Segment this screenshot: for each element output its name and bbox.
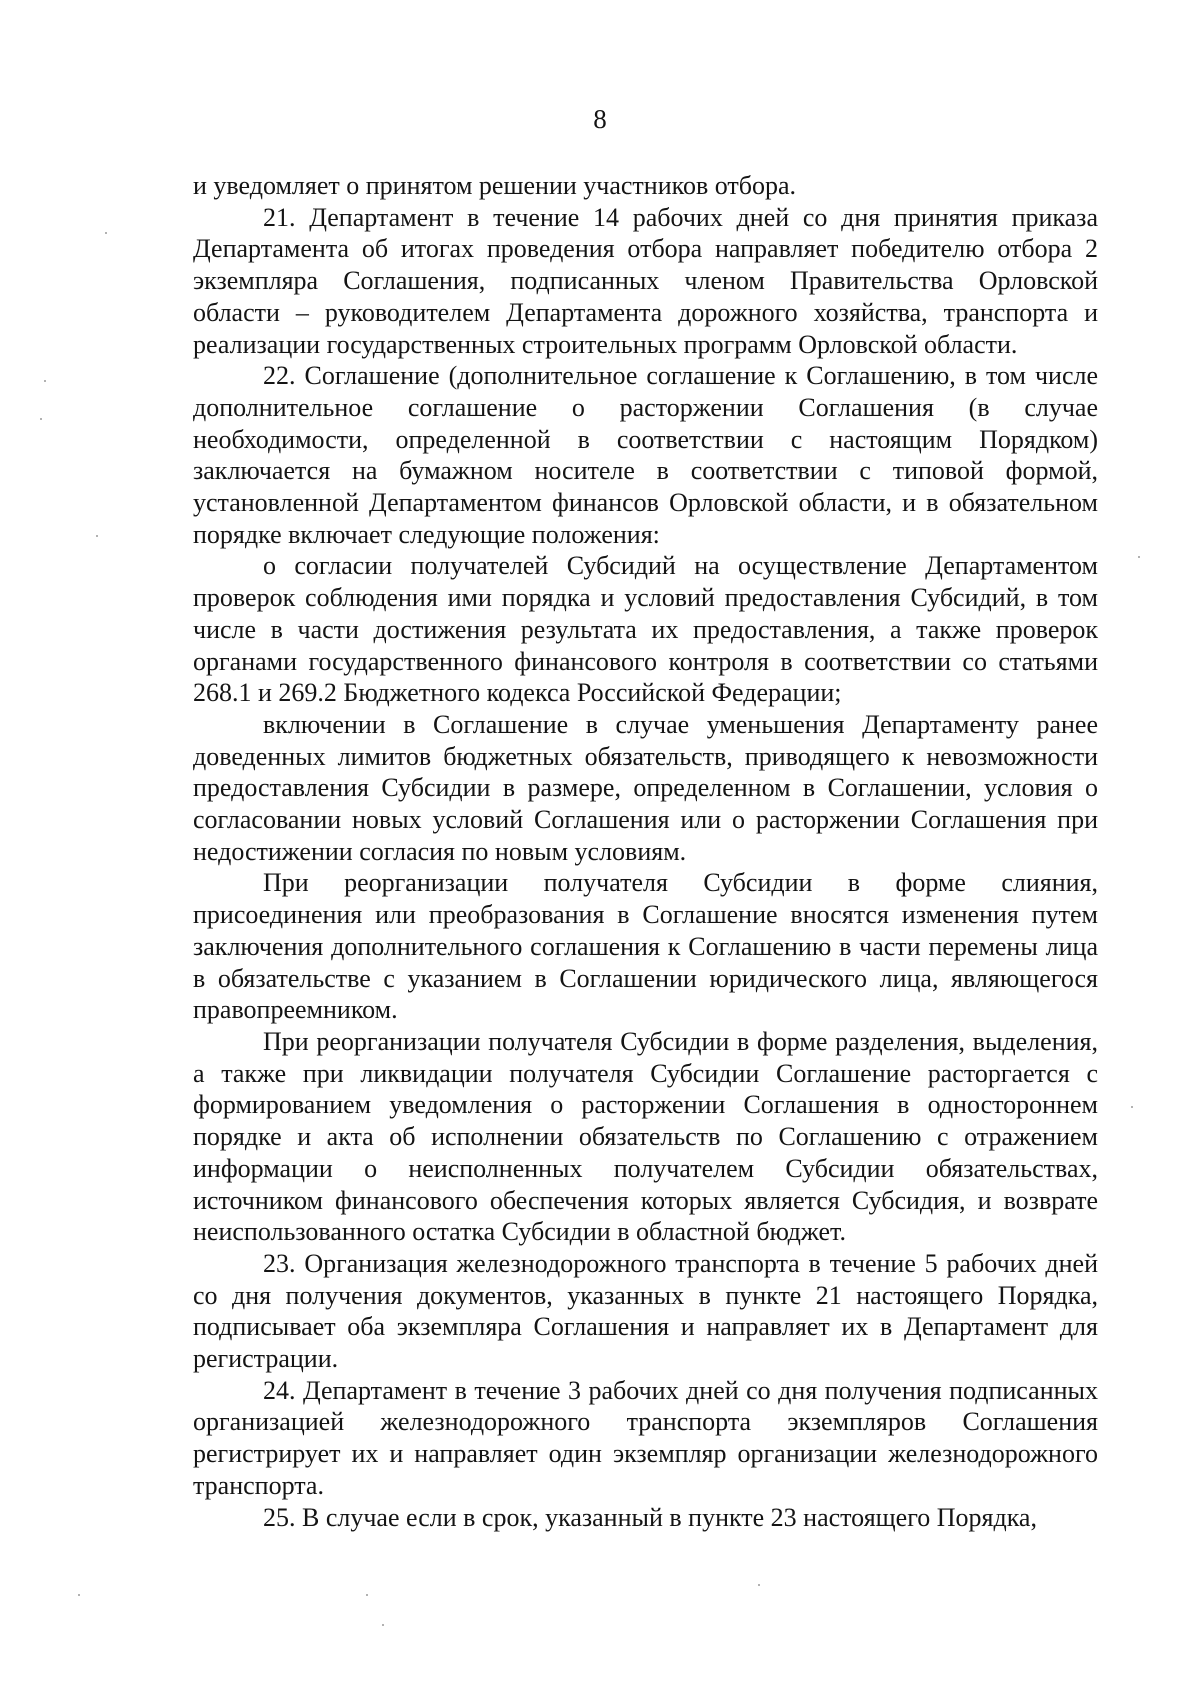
paragraph-reorganization-merger: При реорганизации получателя Субсидии в форме слияния, присоединения или преобразования в Соглашение вносятся изменения путем заключения дополнительного соглашения к Соглашению в части перемены лица в обязательстве с указанием в Соглашении юридического лица, являющегося правопреемником. bbox=[193, 868, 1098, 1025]
scan-speck bbox=[758, 1584, 760, 1586]
scan-speck bbox=[1138, 556, 1140, 558]
scan-speck bbox=[105, 232, 107, 234]
paragraph-clause-21: 21. Департамент в течение 14 рабочих дней со дня принятия приказа Департамента об итогах проведения отбора направляет победителю отбора 2 экземпляра Соглашения, подписанных членом Правительства Орловской области – руководителем Департамента дорожного хозяйства, транспорта и реализации государственных строительных программ Орловской области. bbox=[193, 202, 1098, 359]
scan-speck bbox=[40, 418, 42, 420]
paragraph-continuation: и уведомляет о принятом решении участников отбора. bbox=[193, 171, 797, 200]
paragraph-reorganization-division: При реорганизации получателя Субсидии в форме разделения, выделения, а также при ликвидации получателя Субсидии Соглашение расторгается с формированием уведомления о расторжении Соглашения в одностороннем порядке и акта об исполнении обязательств по Соглашению с отражением информации о неисполненных получателем Субсидии обязательствах, источником финансового обеспечения которых является Субсидия, и возврате неиспользованного остатка Субсидии в областной бюджет. bbox=[193, 1026, 1098, 1247]
scan-speck bbox=[78, 1594, 80, 1596]
scan-speck bbox=[44, 380, 46, 382]
document-body bbox=[193, 170, 1098, 1533]
scan-speck bbox=[1131, 1106, 1133, 1108]
paragraph-limits-provision: включении в Соглашение в случае уменьшения Департаменту ранее доведенных лимитов бюджетных обязательств, приводящего к невозможности предоставления Субсидии в размере, определенном в Соглашении, условия о согласовании новых условий Соглашения или о расторжении Соглашения при недостижении согласия по новым условиям. bbox=[193, 709, 1098, 866]
paragraph-consent-provision: о согласии получателей Субсидий на осуществление Департаментом проверок соблюдения ими порядка и условий предоставления Субсидий, в том числе в части достижения результата их предоставления, а также проверок органами государственного финансового контроля в соответствии со статьями 268.1 и 269.2 Бюджетного кодекса Российской Федерации; bbox=[193, 551, 1098, 708]
paragraph-clause-24: 24. Департамент в течение 3 рабочих дней со дня получения подписанных организацией железнодорожного транспорта экземпляров Соглашения регистрирует их и направляет один экземпляр организации железнодорожного транспорта. bbox=[193, 1375, 1098, 1500]
scan-speck bbox=[366, 1594, 368, 1596]
paragraph-clause-22: 22. Соглашение (дополнительное соглашение к Соглашению, в том числе дополнительное соглашение о расторжении Соглашения (в случае необходимости, определенной в соответствии с настоящим Порядком) заключается на бумажном носителе в соответствии с типовой формой, установленной Департаментом финансов Орловской области, и в обязательном порядке включает следующие положения: bbox=[193, 361, 1098, 549]
page-number: 8 bbox=[593, 104, 607, 134]
paragraph-clause-25: 25. В случае если в срок, указанный в пункте 23 настоящего Порядка, bbox=[263, 1502, 1037, 1532]
scan-speck bbox=[382, 1624, 384, 1626]
paragraph-clause-23: 23. Организация железнодорожного транспорта в течение 5 рабочих дней со дня получения документов, указанных в пункте 21 настоящего Порядка, подписывает оба экземпляра Соглашения и направляет их в Департамент для регистрации. bbox=[193, 1248, 1098, 1374]
scan-speck bbox=[96, 535, 98, 537]
